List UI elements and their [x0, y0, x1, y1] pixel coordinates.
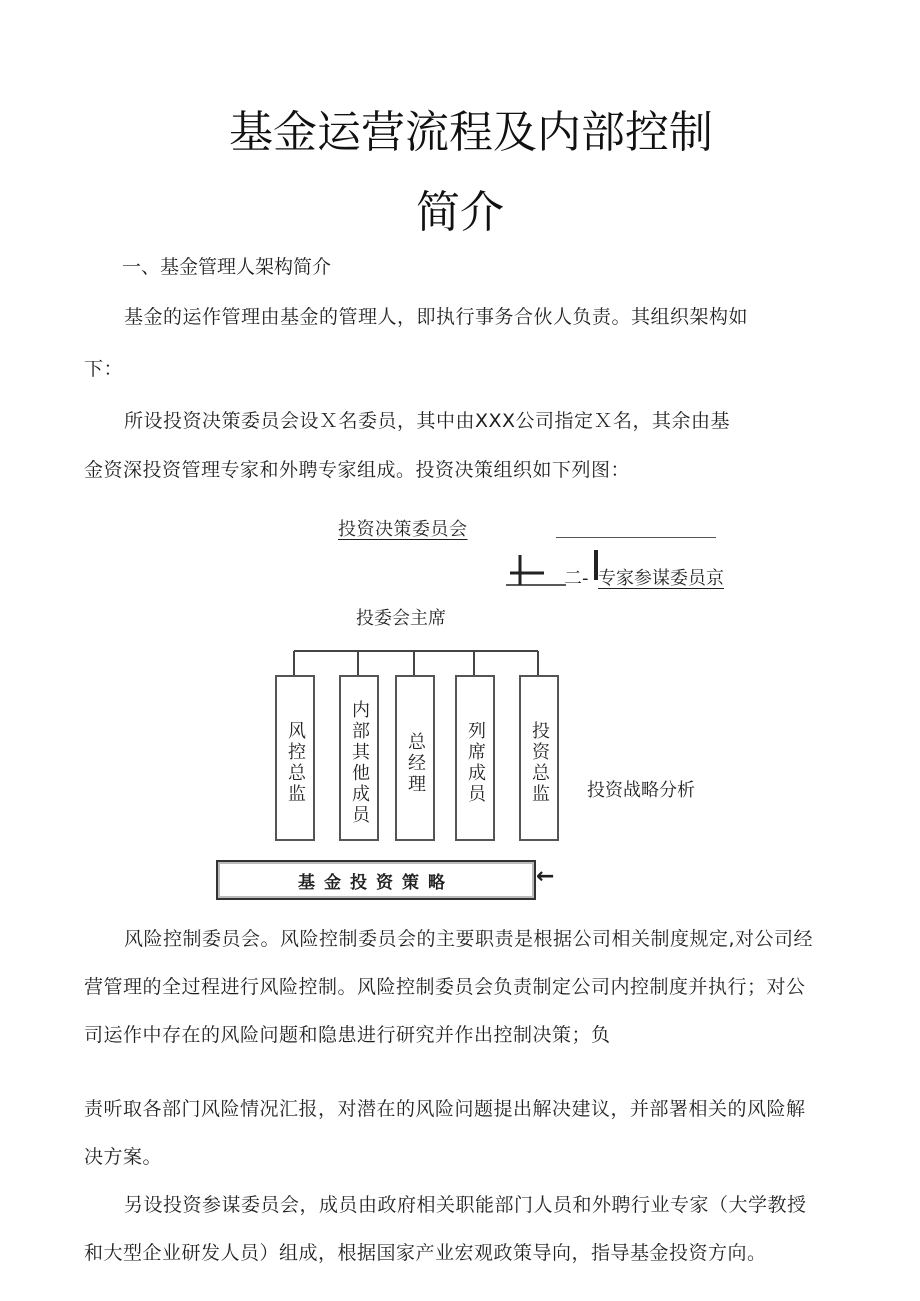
- member-box-risk-director: [275, 675, 315, 841]
- paragraph-line: 另设投资参谋委员会，成员由政府相关职能部门人员和外聘行业专家（大学教授: [124, 1194, 807, 1216]
- expert-committee-label: 专家参谋委员京: [598, 568, 724, 589]
- member-box-general-manager: [395, 675, 435, 841]
- paragraph-line: 司运作中存在的风险问题和隐患进行研究并作出控制决策；负: [84, 1024, 611, 1046]
- paragraph-line: 决方案。: [84, 1146, 163, 1168]
- paragraph-line: 营管理的全过程进行风险控制。风险控制委员会负责制定公司内控制度并执行；对公: [84, 976, 806, 998]
- paragraph-line: 风险控制委员会。风险控制委员会的主要职责是根据公司相关制度规定,对公司经: [124, 928, 814, 950]
- fund-strategy-box: 基金投资策略: [216, 860, 536, 900]
- investment-committee-label: 投资决策委员会: [338, 519, 468, 540]
- member-box-label: 总经理: [405, 731, 426, 795]
- page-subtitle: 简介: [416, 187, 504, 238]
- section-heading: 一、基金管理人架构简介: [122, 256, 332, 278]
- paragraph-line: 金资深投资管理专家和外聘专家组成。投资决策组织如下列图：: [84, 459, 631, 481]
- member-box-attending-members: [455, 675, 495, 841]
- paragraph-line: 基金的运作管理由基金的管理人，即执行事务合伙人负责。其组织架构如: [124, 306, 749, 328]
- paragraph-line: 下：: [84, 358, 124, 380]
- page-title: 基金运营流程及内部控制: [229, 107, 713, 158]
- connector-mark-icon: [504, 552, 568, 588]
- top-right-rule: [556, 537, 716, 538]
- member-box-label: 内部其他成员: [349, 700, 370, 826]
- left-arrow-icon: ←: [536, 864, 555, 889]
- member-box-investment-director: [519, 675, 559, 841]
- paragraph-line: 所设投资决策委员会设Ｘ名委员，其中由XXX公司指定Ｘ名，其余由基: [124, 410, 731, 432]
- connector-text: 二-: [564, 568, 589, 589]
- strategy-analysis-label: 投资战略分析: [587, 780, 695, 801]
- member-box-internal-members: [339, 675, 379, 841]
- paragraph-line: 责听取各部门风险情况汇报，对潜在的风险问题提出解决建议，并部署相关的风险解: [84, 1098, 806, 1120]
- member-box-label: 列席成员: [465, 721, 486, 805]
- member-box-label: 风控总监: [285, 721, 306, 805]
- org-tree-connector: [280, 648, 560, 678]
- committee-chair-label: 投委会主席: [356, 608, 446, 629]
- member-box-label: 投资总监: [529, 721, 550, 805]
- paragraph-line: 和大型企业研发人员）组成，根据国家产业宏观政策导向，指导基金投资方向。: [84, 1242, 767, 1264]
